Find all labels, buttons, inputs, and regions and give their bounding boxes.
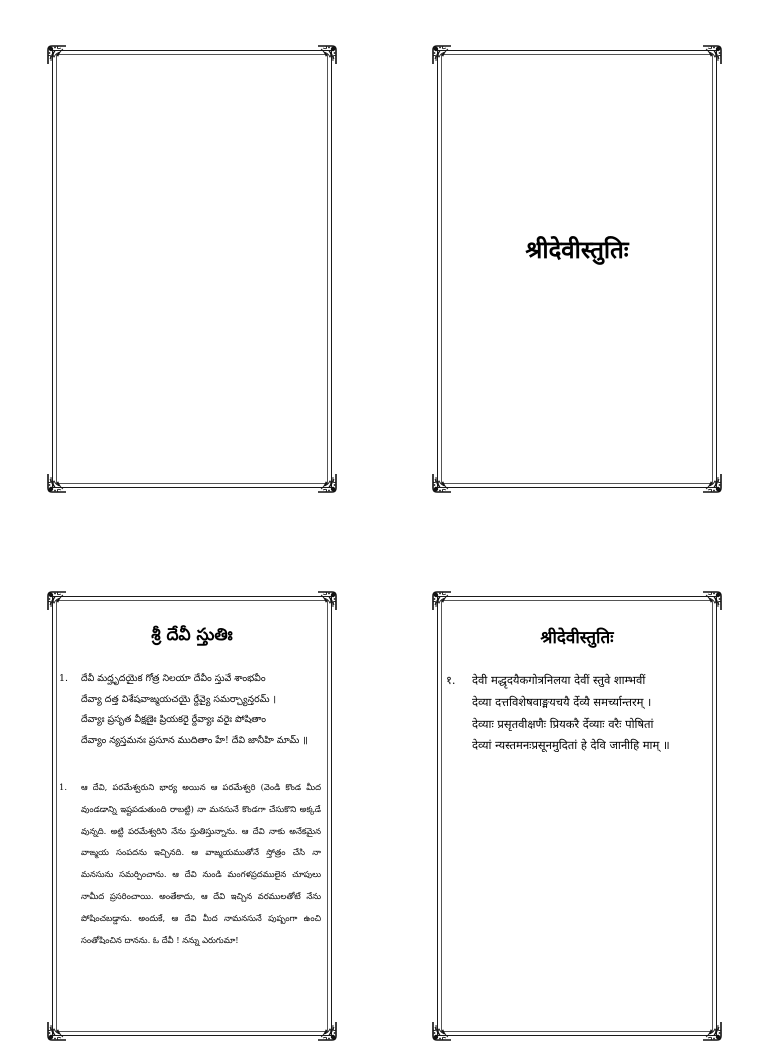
verse-line: దేవ్యా దత్త విశేషవాఙ్మయచయై ర్దేవ్యై సమర్చ్యాన్తరమ్ । [81,693,277,705]
meaning-text: ఆ దేవి, పరమేశ్వరుని భార్య అయిన ఆ పరమేశ్వరి (వెండి కొండ మీద వుండడాన్ని ఇష్టపడుతుంది రాబట్టి) నా మనసునే కొండగా చేసుకొని అక్కడే వున్నది. అట్టి పరమేశ్వరిని నేను స్తుతిస్తున్నాను. ఆ దేవి నాకు అనేకమైన వాఙ్మయ సంపదను ఇచ్చినది. ఆ వాఙ్మయముతోనే స్తోత్రం చేసి నా మనసును సమర్పించాను. ఆ దేవి నుండి మంగళప్రదములైన చూపులు నామీద ప్రసరించాయి. అంతేకాదు, ఆ దేవి ఇచ్చిన వరములతోటే నేను పోషించబడ్డాను. అందుకే, ఆ దేవి మీద నామనసునే పుష్పంగా ఉంచి సంతోషించిన దానను. ఓ దేవీ ! నన్ను ఎరుగుమా! [81,782,321,945]
sanskrit-page-card [437,596,717,1036]
verse-line: దేవ్యాః ప్రసృత వీక్షణైః ప్రియకరై ర్దేవ్యాః వరైః పోషితాం [81,714,267,725]
corner-ornament-icon [701,472,723,494]
corner-ornament-icon [701,1020,723,1042]
verse-line: దేవ్యాం న్యస్తమనః ప్రసూన ముదితాం హే! దేవి జానీహి మామ్ ॥ [81,734,308,746]
page-title: శ్రీ దేవీ స్తుతిః [151,625,233,645]
meaning-block [53,777,331,951]
corner-ornament-icon [431,590,453,612]
verse-number: १. [446,673,456,687]
verse-line: देवी मद्धृदयैकगोत्रनिलया देवीं स्तुवे शाम्भवीं [472,673,646,687]
verse-line: देव्याः प्रसृतवीक्षणैः प्रियकरै र्देव्याः वरैः पोषितां [472,716,654,731]
verse-block [53,669,331,751]
corner-ornament-icon [431,44,453,66]
verse-line: దేవీ మద్హృదయైక గోత్ర నిలయా దేవీం స్తువే శాంభవీం [81,673,266,684]
corner-ornament-icon [46,44,68,66]
telugu-page-card [52,596,332,1036]
verse-number: 1. [59,673,68,684]
corner-ornament-icon [316,472,338,494]
corner-ornament-icon [431,472,453,494]
verse-line: देव्या दत्तविशेषवाङ्मयचयै र्देव्यै समर्च्यान्तरम् । [472,694,652,709]
verse-line: देव्यां न्यस्तमनःप्रसूनमुदितां हे देवि जानीहि माम् ॥ [472,738,670,753]
corner-ornament-icon [316,1020,338,1042]
verse-block [438,670,716,757]
corner-ornament-icon [316,590,338,612]
corner-ornament-icon [701,590,723,612]
cover-page-card [437,50,717,488]
page-title: श्रीदेवीस्तुतिः [540,628,614,648]
blank-page-card [52,50,332,488]
meaning-number: 1. [59,782,67,792]
corner-ornament-icon [431,1020,453,1042]
cover-title: श्रीदेवीस्तुतिः [525,235,629,264]
corner-ornament-icon [46,590,68,612]
corner-ornament-icon [701,44,723,66]
corner-ornament-icon [46,1020,68,1042]
corner-ornament-icon [316,44,338,66]
corner-ornament-icon [46,472,68,494]
